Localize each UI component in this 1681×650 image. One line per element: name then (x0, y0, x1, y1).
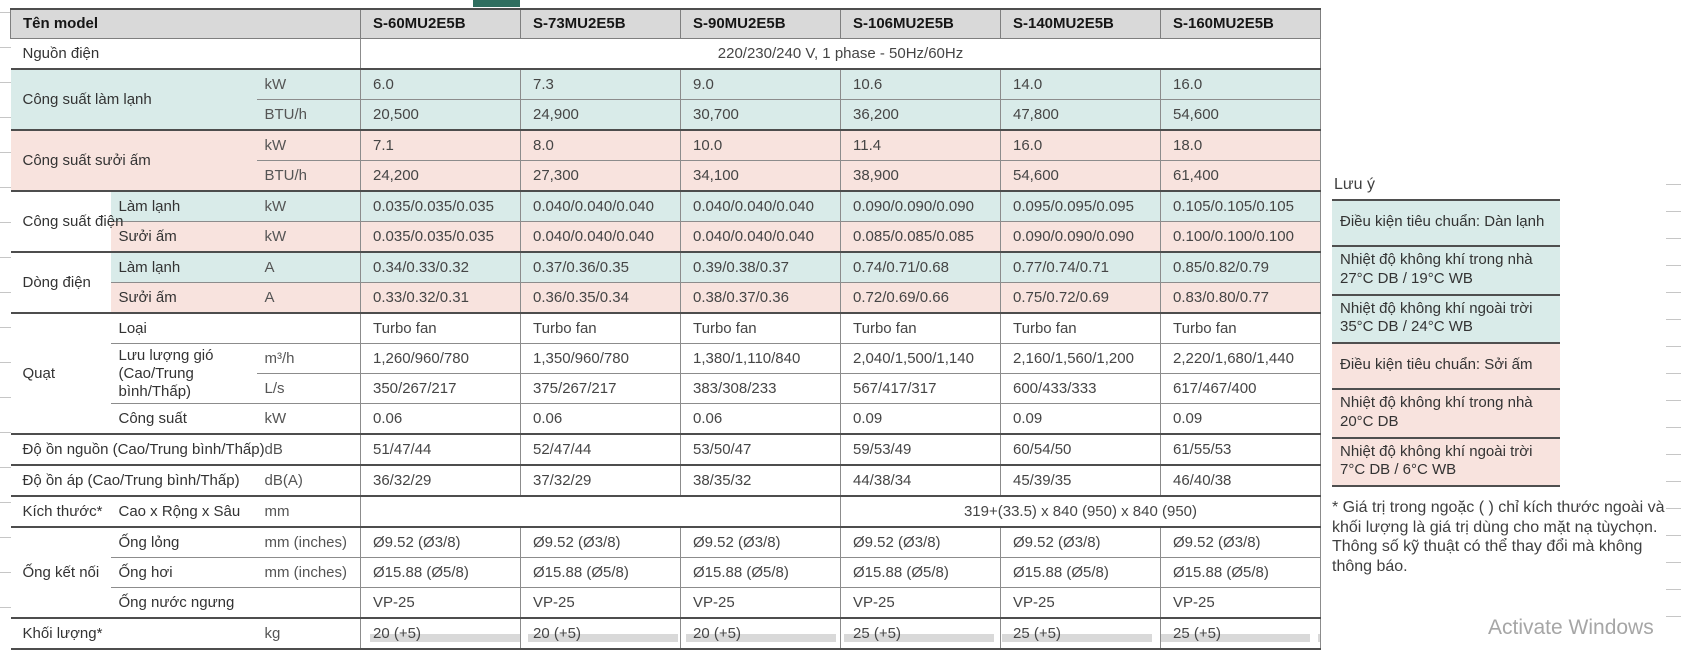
cell-value: Ø9.52 (Ø3/8) (521, 527, 681, 558)
cell-value: 9.0 (681, 69, 841, 100)
cell-value: Turbo fan (361, 313, 521, 344)
cell-value: 617/467/400 (1161, 374, 1321, 404)
table-row-current-cool (11, 252, 1321, 283)
cell-value: 7.1 (361, 130, 521, 161)
cell-value: Turbo fan (841, 313, 1001, 344)
cell-value: Turbo fan (1001, 313, 1161, 344)
cell-value: Ø9.52 (Ø3/8) (1001, 527, 1161, 558)
table-row-current-heat (11, 283, 1321, 314)
cell-value: 0.035/0.035/0.035 (361, 222, 521, 253)
cell-value: 36/32/29 (361, 465, 521, 496)
cell-value: 18.0 (1161, 130, 1321, 161)
cell-value: VP-25 (1161, 588, 1321, 619)
cell-sublabel: Ống hơi (111, 558, 257, 588)
cell-sublabel: Loại (111, 313, 361, 344)
cell-value: 61,400 (1161, 161, 1321, 192)
cell-value: Ø9.52 (Ø3/8) (361, 527, 521, 558)
note-indoor-temp-cooling: Nhiệt độ không khí trong nhà 27°C DB / 19°C WB (1332, 245, 1560, 294)
cell-value: 0.74/0.71/0.68 (841, 252, 1001, 283)
note-standard-heating: Điều kiện tiêu chuẩn: Sởi ấm (1332, 342, 1560, 388)
cell-value: Turbo fan (521, 313, 681, 344)
note-outdoor-temp-heating: Nhiệt độ không khí ngoài trời 7°C DB / 6°C WB (1332, 437, 1560, 488)
cell-value: 36,200 (841, 100, 1001, 131)
cell-model-header: S-73MU2E5B (521, 9, 681, 39)
table-row-fan-power (11, 404, 1321, 435)
cell-value: 8.0 (521, 130, 681, 161)
cell-value: Ø15.88 (Ø5/8) (1161, 558, 1321, 588)
cell-unit: BTU/h (257, 161, 361, 192)
cell-value: Turbo fan (1161, 313, 1321, 344)
cell-value: 59/53/49 (841, 434, 1001, 465)
cell-value: Turbo fan (681, 313, 841, 344)
activate-windows-watermark: Activate Windows (1488, 616, 1654, 639)
note-outdoor-temp-cooling: Nhiệt độ không khí ngoài trời 35°C DB / 24°C WB (1332, 294, 1560, 343)
cell-value: 0.100/0.100/0.100 (1161, 222, 1321, 253)
cell-group-label: Công suất điện (11, 191, 111, 252)
cell-value: Ø15.88 (Ø5/8) (681, 558, 841, 588)
cell-value: 60/54/50 (1001, 434, 1161, 465)
cell-unit: kg (257, 618, 361, 649)
table-row-cooling-kw (11, 69, 1321, 100)
cell-value: 47,800 (1001, 100, 1161, 131)
note-indoor-temp-heating: Nhiệt độ không khí trong nhà 20°C DB (1332, 388, 1560, 437)
cell-value: 383/308/233 (681, 374, 841, 404)
cell-row-label: Độ ồn áp (Cao/Trung bình/Thấp) (11, 465, 257, 496)
cell-value: 0.36/0.35/0.34 (521, 283, 681, 314)
cell-value: 350/267/217 (361, 374, 521, 404)
cell-value: 375/267/217 (521, 374, 681, 404)
cell-value: 25 (+5) (1161, 618, 1321, 649)
cell-group-label: Công suất sưởi ấm (11, 130, 257, 191)
cell-sublabel: Ống lỏng (111, 527, 257, 558)
cell-value: 0.39/0.38/0.37 (681, 252, 841, 283)
cell-value: 16.0 (1001, 130, 1161, 161)
cell-value: 34,100 (681, 161, 841, 192)
cell-unit: mm (257, 496, 361, 527)
cell-empty (361, 496, 841, 527)
cell-value: 0.040/0.040/0.040 (521, 222, 681, 253)
cell-unit: L/s (257, 374, 361, 404)
cell-model-header: S-90MU2E5B (681, 9, 841, 39)
cell-value: 53/50/47 (681, 434, 841, 465)
table-row-powerinput-heat (11, 222, 1321, 253)
cell-sublabel: Làm lạnh (111, 191, 257, 222)
cell-value: 24,900 (521, 100, 681, 131)
table-row-noise-pressure (11, 465, 1321, 496)
cell-value: 20,500 (361, 100, 521, 131)
note-standard-cooling: Điều kiện tiêu chuẩn: Dàn lạnh (1332, 199, 1560, 245)
table-header-row (11, 9, 1321, 39)
footnote: * Giá trị trong ngoặc ( ) chỉ kích thước ngoài và khối lượng là giá trị dùng cho mặt nạ tùychọn. Thông số kỹ thuật có thể thay đổi mà không thông báo. (1332, 499, 1665, 575)
cell-value: 0.06 (681, 404, 841, 435)
cell-value: 1,380/1,110/840 (681, 344, 841, 374)
cell-value: 7.3 (521, 69, 681, 100)
cell-value: 0.83/0.80/0.77 (1161, 283, 1321, 314)
cell-value: 0.72/0.69/0.66 (841, 283, 1001, 314)
table-row-pipe-drain (11, 588, 1321, 619)
cell-sublabel: Làm lạnh (111, 252, 257, 283)
table-row-fan-type (11, 313, 1321, 344)
cell-unit: kW (257, 69, 361, 100)
cell-value: 20 (+5) (681, 618, 841, 649)
cell-model-header: S-160MU2E5B (1161, 9, 1321, 39)
cell-unit: A (257, 283, 361, 314)
cell-value: 10.6 (841, 69, 1001, 100)
cell-sublabel: Lưu lượng gió (Cao/Trung bình/Thấp) (111, 344, 257, 404)
cell-value: 20 (+5) (361, 618, 521, 649)
spec-table (10, 8, 1321, 650)
cell-group-label: Công suất làm lạnh (11, 69, 257, 130)
cell-value: Ø15.88 (Ø5/8) (1001, 558, 1161, 588)
cell-sublabel: Ống nước ngưng (111, 588, 361, 619)
cell-sublabel: Công suất (111, 404, 257, 435)
cell-unit: kW (257, 191, 361, 222)
cell-value: Ø9.52 (Ø3/8) (1161, 527, 1321, 558)
cell-value: VP-25 (361, 588, 521, 619)
cell-value: 45/39/35 (1001, 465, 1161, 496)
cell-value: VP-25 (521, 588, 681, 619)
cell-unit: A (257, 252, 361, 283)
cell-value: 0.09 (1001, 404, 1161, 435)
cell-value: 44/38/34 (841, 465, 1001, 496)
table-row-dimensions (11, 496, 1321, 527)
cell-value: 30,700 (681, 100, 841, 131)
cell-value: Ø15.88 (Ø5/8) (841, 558, 1001, 588)
cell-value: 2,220/1,680/1,440 (1161, 344, 1321, 374)
cell-value: 6.0 (361, 69, 521, 100)
cell-value: 0.34/0.33/0.32 (361, 252, 521, 283)
cell-unit: BTU/h (257, 100, 361, 131)
cell-value: 567/417/317 (841, 374, 1001, 404)
cell-value: VP-25 (681, 588, 841, 619)
cell-value: 2,040/1,500/1,140 (841, 344, 1001, 374)
notes-title: Lưu ý (1334, 176, 1375, 193)
cell-value: 0.38/0.37/0.36 (681, 283, 841, 314)
header-label-cell: Tên model (11, 9, 361, 39)
table-row-pipe-gas (11, 558, 1321, 588)
cell-value: Ø9.52 (Ø3/8) (681, 527, 841, 558)
cell-value: 0.09 (1161, 404, 1321, 435)
cell-value: 27,300 (521, 161, 681, 192)
table-row-pipe-liquid (11, 527, 1321, 558)
cell-value: 10.0 (681, 130, 841, 161)
cell-value: 0.09 (841, 404, 1001, 435)
cell-sublabel: Cao x Rộng x Sâu (111, 496, 257, 527)
cell-model-header: S-106MU2E5B (841, 9, 1001, 39)
cropped-green-fragment (473, 0, 520, 7)
cell-value: Ø15.88 (Ø5/8) (361, 558, 521, 588)
cell-value: 11.4 (841, 130, 1001, 161)
cell-value: 20 (+5) (521, 618, 681, 649)
cell-value: 0.06 (521, 404, 681, 435)
cell-value: 600/433/333 (1001, 374, 1161, 404)
cell-value: VP-25 (841, 588, 1001, 619)
cell-span-value: 220/230/240 V, 1 phase - 50Hz/60Hz (361, 39, 1321, 70)
cell-model-header: S-140MU2E5B (1001, 9, 1161, 39)
cell-value: 0.040/0.040/0.040 (521, 191, 681, 222)
cell-value: 0.75/0.72/0.69 (1001, 283, 1161, 314)
cell-value: 1,350/960/780 (521, 344, 681, 374)
cell-value: 51/47/44 (361, 434, 521, 465)
cell-value: 25 (+5) (1001, 618, 1161, 649)
cell-value: 38,900 (841, 161, 1001, 192)
cell-value: 0.085/0.085/0.085 (841, 222, 1001, 253)
cell-value: 46/40/38 (1161, 465, 1321, 496)
cell-unit: dB(A) (257, 465, 361, 496)
cell-sublabel: Sưởi ấm (111, 283, 257, 314)
cell-value: 0.77/0.74/0.71 (1001, 252, 1161, 283)
cell-unit: mm (inches) (257, 558, 361, 588)
cell-value: VP-25 (1001, 588, 1161, 619)
cell-span-value: 319+(33.5) x 840 (950) x 840 (950) (841, 496, 1321, 527)
cell-value: 0.06 (361, 404, 521, 435)
cell-value: 0.090/0.090/0.090 (841, 191, 1001, 222)
cell-value: Ø15.88 (Ø5/8) (521, 558, 681, 588)
cell-group-label: Dòng điện (11, 252, 111, 313)
cell-row-label: Nguồn điện (22, 44, 100, 62)
cell-value: 14.0 (1001, 69, 1161, 100)
cell-value: Ø9.52 (Ø3/8) (841, 527, 1001, 558)
cell-sublabel: Sưởi ấm (111, 222, 257, 253)
cell-value: 38/35/32 (681, 465, 841, 496)
table-row-heating-kw (11, 130, 1321, 161)
table-row-fan-airflow-m3h (11, 344, 1321, 374)
cell-value: 16.0 (1161, 69, 1321, 100)
cell-value: 0.85/0.82/0.79 (1161, 252, 1321, 283)
cell-value: 61/55/53 (1161, 434, 1321, 465)
cell-value: 0.040/0.040/0.040 (681, 191, 841, 222)
cell-value: 0.035/0.035/0.035 (361, 191, 521, 222)
cell-row-label: Khối lượng* (11, 618, 257, 649)
cell-unit: kW (257, 404, 361, 435)
cell-group-label: Ống kết nối (11, 527, 111, 618)
cell-value: 0.37/0.36/0.35 (521, 252, 681, 283)
cell-value: 0.090/0.090/0.090 (1001, 222, 1161, 253)
cell-value: 1,260/960/780 (361, 344, 521, 374)
notes-panel (1332, 176, 1560, 487)
cell-model-header: S-60MU2E5B (361, 9, 521, 39)
cell-value: 2,160/1,560/1,200 (1001, 344, 1161, 374)
cell-group-label: Quạt (11, 313, 111, 434)
cell-value: 0.105/0.105/0.105 (1161, 191, 1321, 222)
cell-value: 25 (+5) (841, 618, 1001, 649)
cell-unit: mm (inches) (257, 527, 361, 558)
cell-value: 54,600 (1001, 161, 1161, 192)
cell-unit: m³/h (257, 344, 361, 374)
cell-value: 54,600 (1161, 100, 1321, 131)
cell-value: 0.040/0.040/0.040 (681, 222, 841, 253)
table-row-weight (11, 618, 1321, 649)
cell-value: 52/47/44 (521, 434, 681, 465)
cell-row-label: Kích thước* (11, 496, 111, 527)
cell-unit: kW (257, 222, 361, 253)
cell-value: 0.33/0.32/0.31 (361, 283, 521, 314)
table-row-noise-power (11, 434, 1321, 465)
cell-value: 37/32/29 (521, 465, 681, 496)
right-edge-marks (1666, 184, 1681, 640)
cell-unit: kW (257, 130, 361, 161)
cell-value: 0.095/0.095/0.095 (1001, 191, 1161, 222)
cell-unit: dB (257, 434, 361, 465)
cell-row-label: Độ ồn nguồn (Cao/Trung bình/Thấp) (11, 434, 257, 465)
table-row-power-source (11, 39, 1321, 70)
table-row-powerinput-cool (11, 191, 1321, 222)
cell-value: 24,200 (361, 161, 521, 192)
